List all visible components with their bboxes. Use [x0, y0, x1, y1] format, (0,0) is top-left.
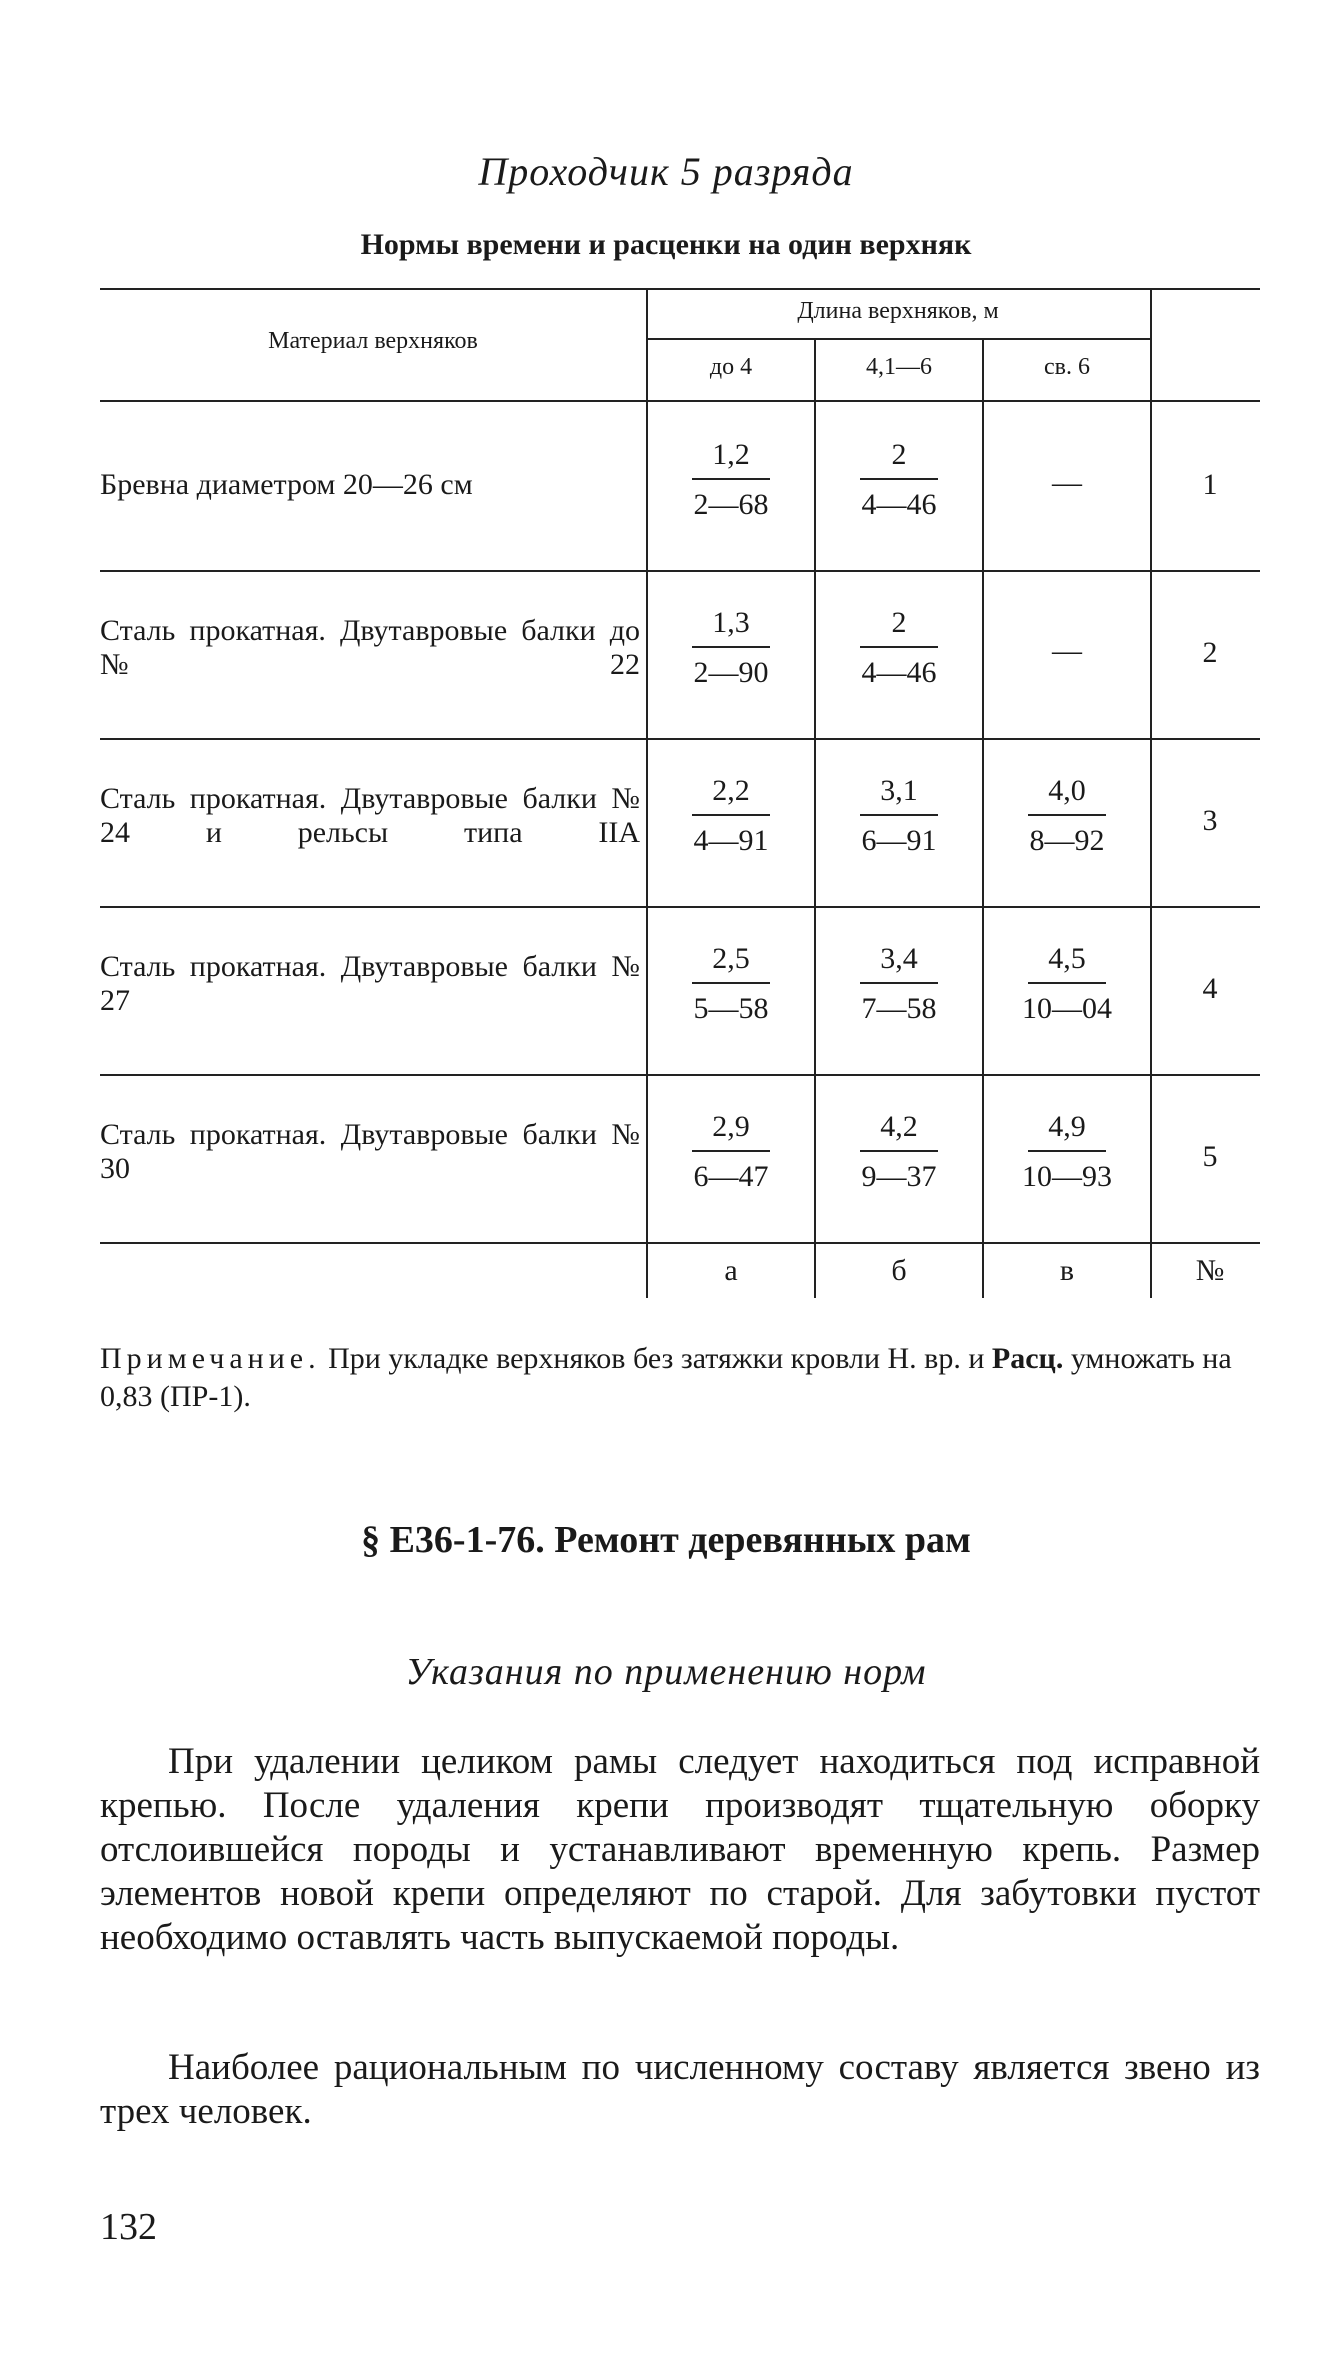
column-divider — [814, 338, 816, 1298]
row-number: 2 — [1202, 636, 1218, 669]
body-paragraph: При удалении целиком рамы следует находиться под исправной крепью. После удаления крепи производят тщательную оборку отслоившейся породы и устанавливают временную крепь. Размер элементов новой крепи определяют по старой. Для забутовки пустот необходимо оставлять часть выпускаемой породы. — [100, 1741, 1260, 1958]
norm-cell — [824, 1110, 974, 1194]
fraction-bar — [860, 814, 938, 816]
length-column-header: 4,1—6 — [866, 354, 932, 380]
row-divider — [100, 570, 1260, 572]
time-norm: 4,9 — [1048, 1110, 1086, 1143]
fraction-bar — [1028, 814, 1106, 816]
fraction-bar — [860, 646, 938, 648]
time-norm: 4,5 — [1048, 942, 1086, 975]
norm-cell — [992, 774, 1142, 858]
rate-value: 7—58 — [861, 992, 937, 1025]
rate-value: 10—93 — [1022, 1160, 1112, 1193]
row-divider — [100, 738, 1260, 740]
note-text-end: умножать на 0,83 (ПР-1). — [100, 1342, 1232, 1413]
body-paragraph: Наиболее рациональным по численному составу является звено из трех человек. — [100, 2047, 1260, 2132]
fraction-bar — [860, 1150, 938, 1152]
row-material-label: Сталь прокатная. Двутавровые балки № 24 и рельсы типа IIА — [100, 782, 640, 849]
rate-value: 2—68 — [693, 488, 769, 521]
rate-value: 6—47 — [693, 1160, 769, 1193]
column-divider — [646, 288, 648, 1298]
empty-cell-dash: — — [1052, 634, 1082, 667]
rate-value: 2—90 — [693, 656, 769, 689]
row-number: 1 — [1202, 468, 1218, 501]
fraction-bar — [860, 982, 938, 984]
table-bottom-rule — [100, 1242, 1260, 1244]
row-number: 4 — [1202, 972, 1218, 1005]
norm-cell — [656, 942, 806, 1026]
row-divider — [100, 906, 1260, 908]
page-heading: Проходчик 5 разряда — [478, 149, 854, 194]
length-column-header: до 4 — [709, 354, 753, 380]
time-norm: 3,1 — [880, 774, 918, 807]
section-title: § Е36-1-76. Ремонт деревянных рам — [361, 1519, 971, 1561]
norms-table — [100, 288, 1260, 1340]
rate-value: 4—46 — [861, 488, 937, 521]
row-material-label: Сталь прокатная. Двутавровые балки до № 22 — [100, 614, 640, 681]
fraction-bar — [692, 478, 770, 480]
time-norm: 2 — [891, 438, 907, 471]
row-material-label: Сталь прокатная. Двутавровые балки № 27 — [100, 950, 640, 1017]
fraction-bar — [1028, 982, 1106, 984]
time-norm: 2,5 — [712, 942, 750, 975]
rate-value: 5—58 — [693, 992, 769, 1025]
column-divider — [1150, 288, 1152, 1298]
number-symbol: № — [1195, 1254, 1225, 1287]
norm-cell — [992, 942, 1142, 1026]
header-bottom-rule — [100, 400, 1260, 402]
page-number: 132 — [100, 2206, 157, 2248]
column-divider — [982, 338, 984, 1298]
fraction-bar — [692, 1150, 770, 1152]
norm-cell — [992, 1110, 1142, 1194]
rate-value: 4—46 — [861, 656, 937, 689]
length-column-header: св. 6 — [1044, 354, 1090, 380]
fraction-bar — [1028, 1150, 1106, 1152]
fraction-bar — [692, 982, 770, 984]
rate-value: 8—92 — [1029, 824, 1105, 857]
column-letter: а — [724, 1254, 738, 1287]
row-number: 3 — [1202, 804, 1218, 837]
norm-cell — [824, 942, 974, 1026]
time-norm: 1,2 — [712, 438, 750, 471]
norm-cell — [824, 438, 974, 522]
row-material-label: Бревна диаметром 20—26 см — [100, 468, 473, 501]
section-subtitle: Указания по применению норм — [405, 1651, 927, 1693]
time-norm: 2 — [891, 606, 907, 639]
fraction-bar — [860, 478, 938, 480]
norm-cell — [824, 606, 974, 690]
note-bold-word: Расц. — [991, 1342, 1064, 1375]
empty-cell-dash: — — [1052, 466, 1082, 499]
note-text: При укладке верхняков без затяжки кровли Н. вр. и — [320, 1342, 992, 1375]
fraction-bar — [692, 646, 770, 648]
time-norm: 1,3 — [712, 606, 750, 639]
norm-cell — [656, 606, 806, 690]
time-norm: 2,9 — [712, 1110, 750, 1143]
time-norm: 3,4 — [880, 942, 918, 975]
rate-value: 9—37 — [861, 1160, 937, 1193]
row-divider — [100, 1074, 1260, 1076]
table-caption: Нормы времени и расценки на один верхняк — [360, 228, 972, 261]
material-header: Материал верхняков — [268, 328, 478, 354]
note-lead: Примечание. — [100, 1342, 321, 1375]
row-material-label: Сталь прокатная. Двутавровые балки № 30 — [100, 1118, 640, 1185]
time-norm: 4,2 — [880, 1110, 918, 1143]
column-letter: б — [891, 1254, 907, 1287]
column-letter: в — [1059, 1254, 1075, 1287]
length-header: Длина верхняков, м — [797, 298, 999, 324]
norm-cell — [824, 774, 974, 858]
norm-cell — [656, 1110, 806, 1194]
fraction-bar — [692, 814, 770, 816]
time-norm: 4,0 — [1048, 774, 1086, 807]
subheader-rule — [646, 338, 1150, 340]
table-top-rule — [100, 288, 1260, 290]
rate-value: 6—91 — [861, 824, 937, 857]
row-number: 5 — [1202, 1140, 1218, 1173]
rate-value: 4—91 — [693, 824, 769, 857]
norm-cell — [656, 774, 806, 858]
norm-cell — [656, 438, 806, 522]
table-note — [100, 1340, 1260, 1416]
time-norm: 2,2 — [712, 774, 750, 807]
rate-value: 10—04 — [1022, 992, 1112, 1025]
